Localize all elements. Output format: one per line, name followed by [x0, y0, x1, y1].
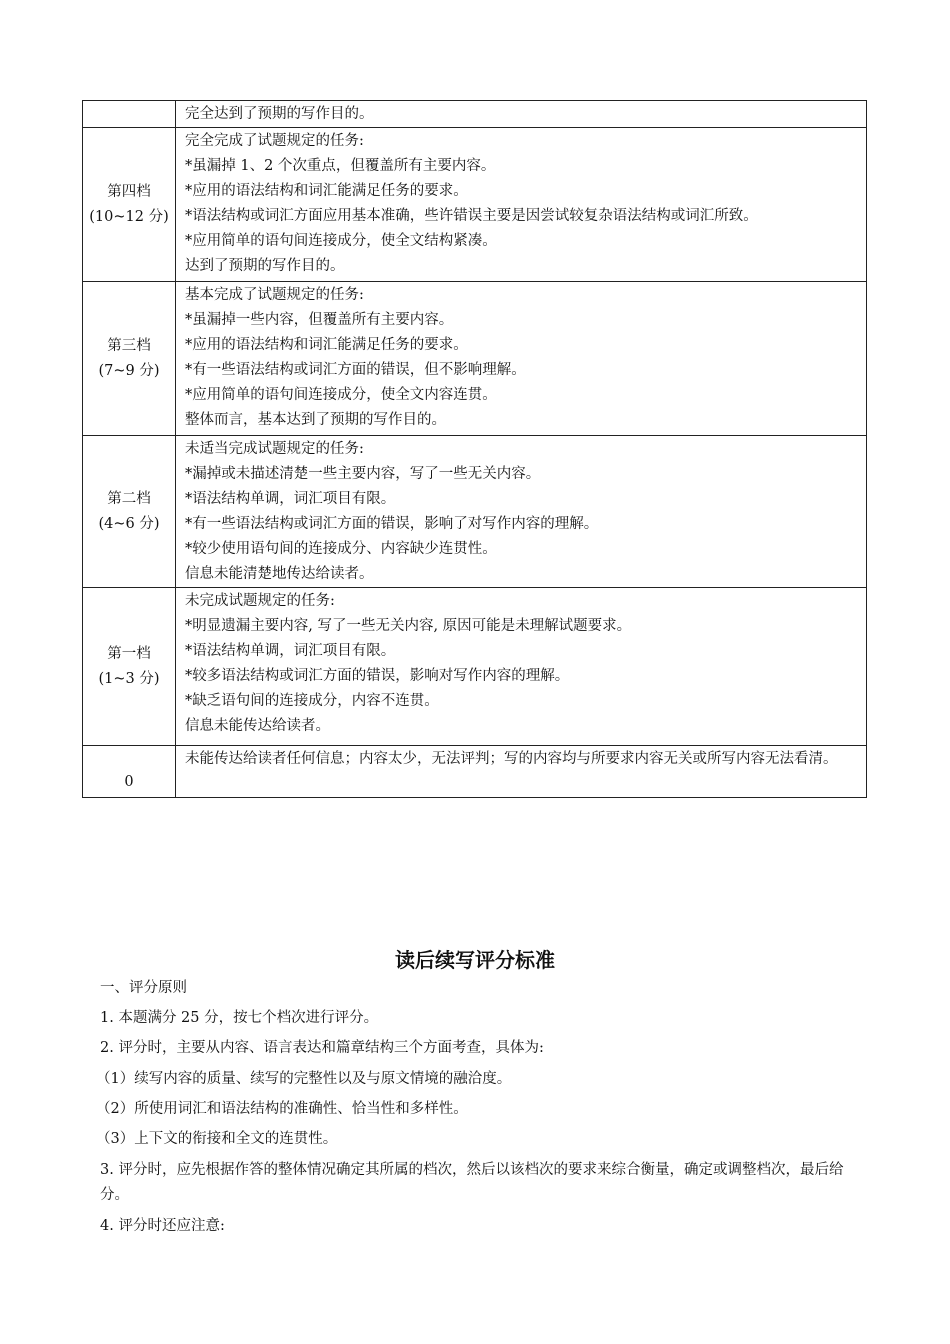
level-cell [83, 128, 176, 282]
description-cell [176, 282, 867, 436]
criterion-line: *语法结构单调，词汇项目有限。 [185, 491, 396, 507]
level-name: 第三档 [107, 337, 151, 354]
criterion-line: 基本完成了试题规定的任务: [185, 287, 364, 303]
criterion-line: 未能传达给读者任何信息；内容太少，无法评判；写的内容均与所要求内容无关或所写内容无法看清。 [185, 751, 838, 767]
paragraph: 1. 本题满分 25 分，按七个档次进行评分。 [100, 1010, 379, 1026]
criterion-line: 完全完成了试题规定的任务: [185, 133, 364, 149]
criterion-line: *明显遗漏主要内容, 写了一些无关内容, 原因可能是未理解试题要求。 [185, 618, 632, 634]
table-row [83, 128, 867, 282]
paragraph: 4. 评分时还应注意: [100, 1218, 225, 1234]
criterion-line: 未适当完成试题规定的任务: [185, 441, 364, 457]
criterion-line: 整体而言，基本达到了预期的写作目的。 [185, 412, 446, 428]
description-cell [176, 436, 867, 588]
level-cell [83, 282, 176, 436]
paragraph: 2. 评分时，主要从内容、语言表达和篇章结构三个方面考查，具体为: [100, 1040, 544, 1056]
criterion-line: 信息未能传达给读者。 [185, 718, 330, 734]
criterion-line: *应用简单的语句间连接成分，使全文内容连贯。 [185, 387, 497, 403]
table-row [83, 746, 867, 798]
criterion-line: *应用的语法结构和词汇能满足任务的要求。 [185, 337, 468, 353]
paragraph: （3）上下文的衔接和全文的连贯性。 [96, 1131, 338, 1147]
level-cell [83, 588, 176, 746]
criterion-line: 未完成试题规定的任务: [185, 593, 335, 609]
level-name: 0 [124, 774, 134, 790]
level-cell [83, 436, 176, 588]
criterion-line: *语法结构或词汇方面应用基本准确，些许错误主要是因尝试较复杂语法结构或词汇所致。 [185, 208, 758, 224]
level-range: (1~3 分) [98, 670, 160, 687]
description-cell [176, 101, 867, 128]
criterion-line: *较少使用语句间的连接成分、内容缺少连贯性。 [185, 541, 497, 557]
criterion-line: *有一些语法结构或词汇方面的错误，但不影响理解。 [185, 362, 526, 378]
paragraph: （2）所使用词汇和语法结构的准确性、恰当性和多样性。 [96, 1101, 468, 1117]
level-cell [83, 101, 176, 128]
paragraph: （1）续写内容的质量、续写的完整性以及与原文情境的融洽度。 [96, 1071, 512, 1087]
criterion-line: *有一些语法结构或词汇方面的错误，影响了对写作内容的理解。 [185, 516, 599, 532]
level-range: (10~12 分) [89, 208, 169, 225]
table-row [83, 101, 867, 128]
criterion-line: 达到了预期的写作目的。 [185, 258, 345, 274]
paragraph: 一、评分原则 [100, 980, 187, 996]
criterion-line: 完全达到了预期的写作目的。 [185, 106, 374, 122]
description-cell [176, 588, 867, 746]
criterion-line: *应用的语法结构和词汇能满足任务的要求。 [185, 183, 468, 199]
level-name: 第四档 [107, 183, 151, 200]
criterion-line: *缺乏语句间的连接成分，内容不连贯。 [185, 693, 439, 709]
description-cell [176, 746, 867, 798]
criterion-line: *漏掉或未描述清楚一些主要内容，写了一些无关内容。 [185, 466, 541, 482]
scoring-table [82, 100, 867, 798]
table-row [83, 588, 867, 746]
table-row [83, 282, 867, 436]
criterion-line: *语法结构单调，词汇项目有限。 [185, 643, 396, 659]
criterion-line: 信息未能清楚地传达给读者。 [185, 566, 374, 582]
criterion-line: *较多语法结构或词汇方面的错误，影响对写作内容的理解。 [185, 668, 570, 684]
criterion-line: *虽漏掉一些内容，但覆盖所有主要内容。 [185, 312, 454, 328]
level-range: (4~6 分) [98, 515, 160, 532]
level-range: (7~9 分) [98, 362, 160, 379]
level-name: 第二档 [107, 490, 151, 507]
level-cell [83, 746, 176, 798]
table-row [83, 436, 867, 588]
criterion-line: *应用简单的语句间连接成分，使全文结构紧凑。 [185, 233, 497, 249]
criterion-line: *虽漏掉 1、2 个次重点，但覆盖所有主要内容。 [185, 158, 496, 174]
level-name: 第一档 [107, 645, 151, 662]
section-title: 读后续写评分标准 [395, 948, 555, 972]
description-cell [176, 128, 867, 282]
paragraph: 3. 评分时，应先根据作答的整体情况确定其所属的档次，然后以该档次的要求来综合衡量，确定或调整档次，最后给分。 [100, 1162, 844, 1203]
